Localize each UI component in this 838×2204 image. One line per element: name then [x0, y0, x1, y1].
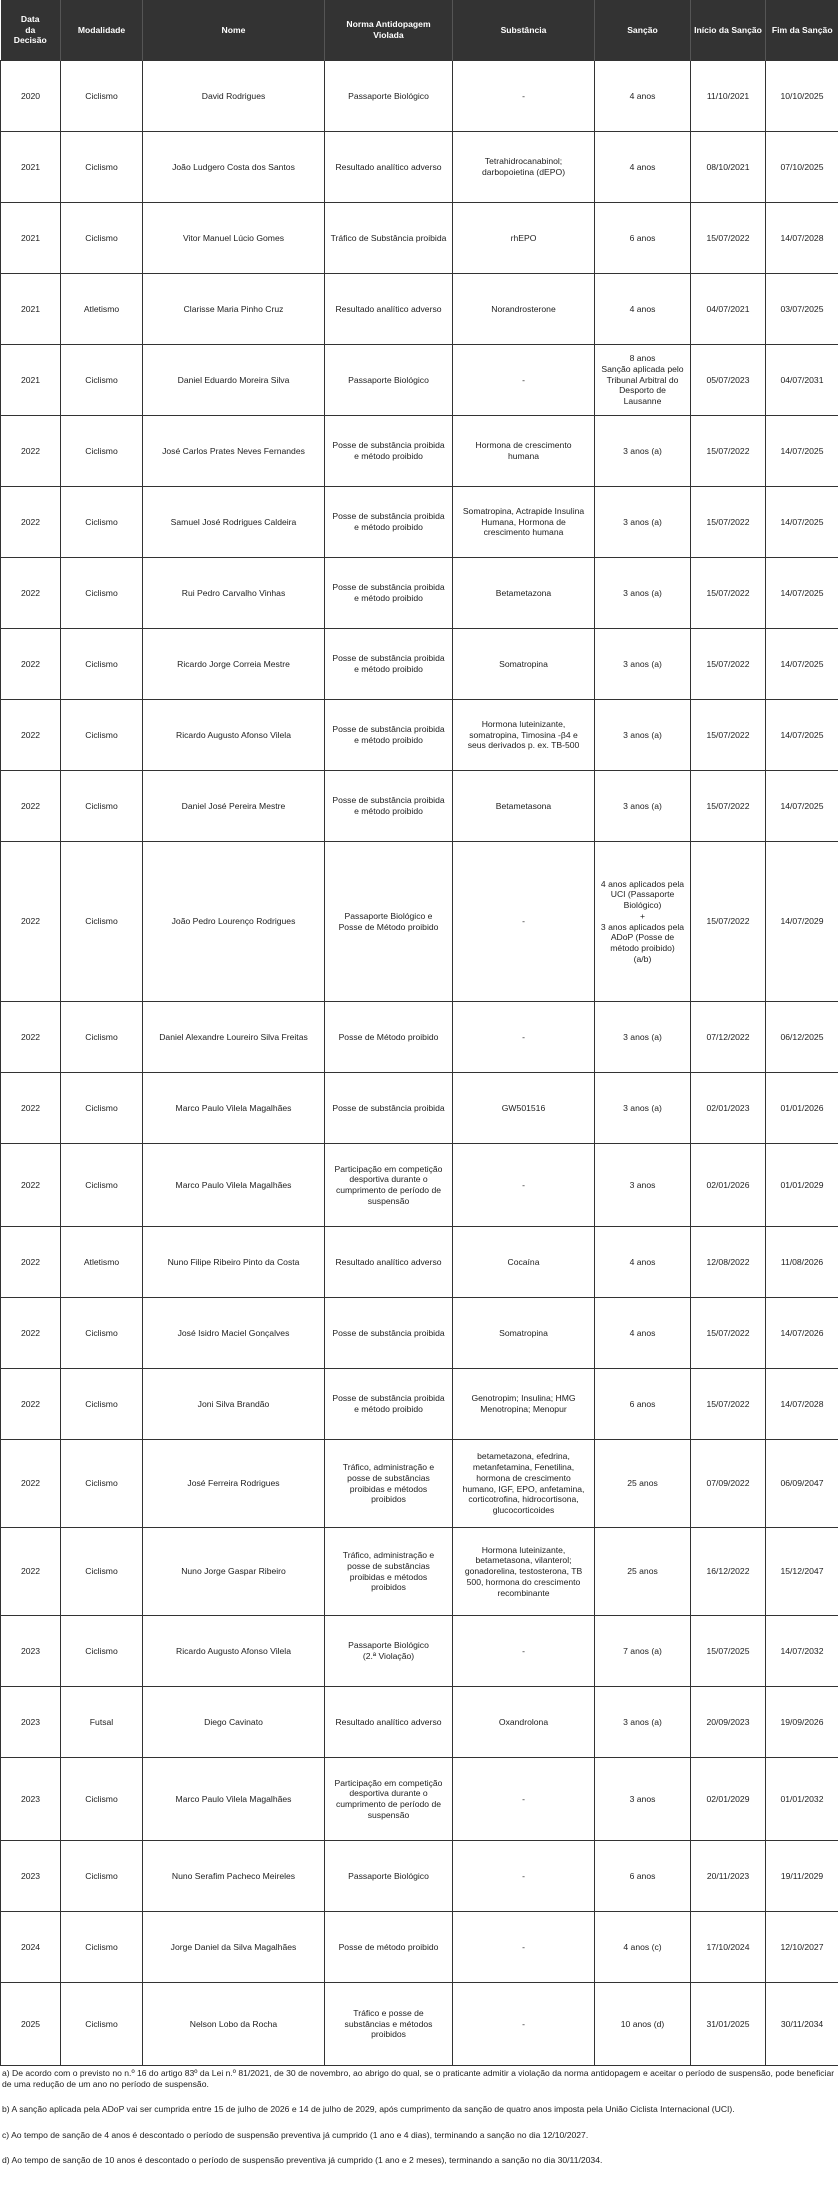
substance-cell: - [453, 1616, 595, 1687]
decision-date-cell: 2022 [1, 1227, 61, 1298]
violation-cell: Resultado analítico adverso [325, 1687, 453, 1758]
violation-cell: Posse de método proibido [325, 1912, 453, 1983]
end-date-cell: 15/12/2047 [766, 1528, 838, 1616]
header-start-date: Início da Sanção [691, 0, 766, 61]
sanction-cell: 4 anos [595, 1298, 691, 1369]
start-date-cell: 15/07/2022 [691, 1298, 766, 1369]
violation-cell: Posse de substância proibida [325, 1298, 453, 1369]
violation-cell: Resultado analítico adverso [325, 1227, 453, 1298]
table-row [1, 1528, 838, 1616]
sanction-cell: 3 anos [595, 1758, 691, 1841]
sport-cell: Ciclismo [61, 1369, 143, 1440]
table-row [1, 558, 838, 629]
substance-cell: Hormona luteinizante, somatropina, Timosina -β4 e seus derivados p. ex. TB-500 [453, 700, 595, 771]
substance-cell: Somatropina, Actrapide Insulina Humana, Hormona de crescimento humana [453, 487, 595, 558]
decision-date-cell: 2023 [1, 1841, 61, 1912]
table-row [1, 1841, 838, 1912]
footnotes [0, 2066, 838, 2168]
sanction-cell: 4 anos [595, 132, 691, 203]
sport-cell: Ciclismo [61, 1983, 143, 2066]
name-cell: Marco Paulo Vilela Magalhães [143, 1073, 325, 1144]
decision-date-cell: 2022 [1, 1369, 61, 1440]
substance-cell: - [453, 61, 595, 132]
sanction-cell: 3 anos (a) [595, 416, 691, 487]
decision-date-cell: 2025 [1, 1983, 61, 2066]
substance-cell: Betametazona [453, 558, 595, 629]
sport-cell: Ciclismo [61, 203, 143, 274]
decision-date-cell: 2022 [1, 1298, 61, 1369]
decision-date-cell: 2023 [1, 1758, 61, 1841]
violation-cell: Tráfico e posse de substâncias e métodos proibidos [325, 1983, 453, 2066]
sport-cell: Atletismo [61, 1227, 143, 1298]
substance-cell: Genotropim; Insulina; HMG Menotropina; Menopur [453, 1369, 595, 1440]
end-date-cell: 14/07/2025 [766, 771, 838, 842]
header-name: Nome [143, 0, 325, 61]
name-cell: Ricardo Jorge Correia Mestre [143, 629, 325, 700]
start-date-cell: 15/07/2022 [691, 771, 766, 842]
sport-cell: Ciclismo [61, 1841, 143, 1912]
end-date-cell: 19/11/2029 [766, 1841, 838, 1912]
header-end-date: Fim da Sanção [766, 0, 838, 61]
violation-cell: Posse de substância proibida e método proibido [325, 558, 453, 629]
substance-cell: Somatropina [453, 1298, 595, 1369]
decision-date-cell: 2022 [1, 416, 61, 487]
table-row [1, 1616, 838, 1687]
substance-cell: Oxandrolona [453, 1687, 595, 1758]
header-decision-date: Data da Decisão [1, 0, 61, 61]
name-cell: José Carlos Prates Neves Fernandes [143, 416, 325, 487]
name-cell: Joni Silva Brandão [143, 1369, 325, 1440]
name-cell: Nuno Serafim Pacheco Meireles [143, 1841, 325, 1912]
sanction-cell: 3 anos (a) [595, 558, 691, 629]
sanction-cell: 4 anos [595, 274, 691, 345]
name-cell: Ricardo Augusto Afonso Vilela [143, 1616, 325, 1687]
substance-cell: Somatropina [453, 629, 595, 700]
start-date-cell: 05/07/2023 [691, 345, 766, 416]
end-date-cell: 14/07/2025 [766, 487, 838, 558]
sport-cell: Ciclismo [61, 1073, 143, 1144]
decision-date-cell: 2023 [1, 1687, 61, 1758]
violation-cell: Posse de substância proibida e método proibido [325, 700, 453, 771]
end-date-cell: 06/12/2025 [766, 1002, 838, 1073]
table-row [1, 771, 838, 842]
start-date-cell: 07/12/2022 [691, 1002, 766, 1073]
start-date-cell: 15/07/2022 [691, 1369, 766, 1440]
name-cell: Samuel José Rodrigues Caldeira [143, 487, 325, 558]
sport-cell: Ciclismo [61, 416, 143, 487]
name-cell: Nuno Jorge Gaspar Ribeiro [143, 1528, 325, 1616]
sanction-cell: 25 anos [595, 1440, 691, 1528]
decision-date-cell: 2021 [1, 274, 61, 345]
name-cell: Ricardo Augusto Afonso Vilela [143, 700, 325, 771]
table-row [1, 1073, 838, 1144]
table-row [1, 274, 838, 345]
violation-cell: Resultado analítico adverso [325, 274, 453, 345]
start-date-cell: 15/07/2022 [691, 629, 766, 700]
start-date-cell: 02/01/2026 [691, 1144, 766, 1227]
sport-cell: Ciclismo [61, 487, 143, 558]
substance-cell: - [453, 1144, 595, 1227]
end-date-cell: 14/07/2025 [766, 629, 838, 700]
sanction-cell: 3 anos (a) [595, 1002, 691, 1073]
decision-date-cell: 2023 [1, 1616, 61, 1687]
sanction-cell: 3 anos (a) [595, 700, 691, 771]
sport-cell: Ciclismo [61, 1002, 143, 1073]
end-date-cell: 10/10/2025 [766, 61, 838, 132]
start-date-cell: 15/07/2022 [691, 558, 766, 629]
end-date-cell: 14/07/2028 [766, 1369, 838, 1440]
table-row [1, 1912, 838, 1983]
end-date-cell: 07/10/2025 [766, 132, 838, 203]
start-date-cell: 15/07/2022 [691, 842, 766, 1002]
decision-date-cell: 2022 [1, 487, 61, 558]
start-date-cell: 31/01/2025 [691, 1983, 766, 2066]
name-cell: Nuno Filipe Ribeiro Pinto da Costa [143, 1227, 325, 1298]
table-row [1, 61, 838, 132]
start-date-cell: 20/11/2023 [691, 1841, 766, 1912]
decision-date-cell: 2022 [1, 771, 61, 842]
start-date-cell: 11/10/2021 [691, 61, 766, 132]
table-row [1, 203, 838, 274]
sanction-cell: 4 anos (c) [595, 1912, 691, 1983]
table-row [1, 1144, 838, 1227]
substance-cell: Hormona de crescimento humana [453, 416, 595, 487]
name-cell: José Ferreira Rodrigues [143, 1440, 325, 1528]
sport-cell: Ciclismo [61, 1298, 143, 1369]
name-cell: João Pedro Lourenço Rodrigues [143, 842, 325, 1002]
decision-date-cell: 2020 [1, 61, 61, 132]
sanction-cell: 8 anos Sanção aplicada pelo Tribunal Arbitral do Desporto de Lausanne [595, 345, 691, 416]
end-date-cell: 06/09/2047 [766, 1440, 838, 1528]
name-cell: Marco Paulo Vilela Magalhães [143, 1758, 325, 1841]
end-date-cell: 01/01/2032 [766, 1758, 838, 1841]
name-cell: José Isidro Maciel Gonçalves [143, 1298, 325, 1369]
substance-cell: - [453, 1912, 595, 1983]
substance-cell: - [453, 1841, 595, 1912]
sport-cell: Ciclismo [61, 1440, 143, 1528]
table-row [1, 1758, 838, 1841]
sanction-cell: 6 anos [595, 1369, 691, 1440]
sanction-cell: 4 anos [595, 61, 691, 132]
name-cell: Diego Cavinato [143, 1687, 325, 1758]
sport-cell: Ciclismo [61, 1616, 143, 1687]
name-cell: David Rodrigues [143, 61, 325, 132]
start-date-cell: 15/07/2025 [691, 1616, 766, 1687]
sport-cell: Ciclismo [61, 1912, 143, 1983]
start-date-cell: 15/07/2022 [691, 487, 766, 558]
end-date-cell: 14/07/2025 [766, 558, 838, 629]
header-violation: Norma Antidopagem Violada [325, 0, 453, 61]
decision-date-cell: 2021 [1, 203, 61, 274]
violation-cell: Passaporte Biológico e Posse de Método proibido [325, 842, 453, 1002]
decision-date-cell: 2022 [1, 842, 61, 1002]
end-date-cell: 12/10/2027 [766, 1912, 838, 1983]
table-row [1, 1687, 838, 1758]
substance-cell: Betametasona [453, 771, 595, 842]
end-date-cell: 11/08/2026 [766, 1227, 838, 1298]
end-date-cell: 04/07/2031 [766, 345, 838, 416]
decision-date-cell: 2022 [1, 629, 61, 700]
sanction-cell: 3 anos (a) [595, 771, 691, 842]
sport-cell: Atletismo [61, 274, 143, 345]
table-row [1, 700, 838, 771]
footnote: a) De acordo com o previsto no n.º 16 do artigo 83º da Lei n.º 81/2021, de 30 de novembro, ao abrigo do qual, se o praticante admitir a violação da norma antidopagem e aceitar o período de suspensão, pode beneficiar de uma redução de um ano no período de suspensão. [2, 2068, 835, 2090]
table-body [1, 61, 838, 2066]
substance-cell: Norandrosterone [453, 274, 595, 345]
violation-cell: Resultado analítico adverso [325, 132, 453, 203]
header-row [1, 0, 838, 61]
name-cell: Nelson Lobo da Rocha [143, 1983, 325, 2066]
violation-cell: Posse de substância proibida [325, 1073, 453, 1144]
sport-cell: Ciclismo [61, 132, 143, 203]
footnote: b) A sanção aplicada pela ADoP vai ser cumprida entre 15 de julho de 2026 e 14 de julho de 2029, após cumprimento da sanção de quatro anos imposta pela União Ciclista Internacional (UCI). [2, 2104, 735, 2115]
violation-cell: Posse de substância proibida e método proibido [325, 487, 453, 558]
decision-date-cell: 2024 [1, 1912, 61, 1983]
decision-date-cell: 2022 [1, 1002, 61, 1073]
start-date-cell: 12/08/2022 [691, 1227, 766, 1298]
name-cell: Daniel José Pereira Mestre [143, 771, 325, 842]
sanction-cell: 10 anos (d) [595, 1983, 691, 2066]
table-row [1, 1002, 838, 1073]
sport-cell: Ciclismo [61, 1758, 143, 1841]
substance-cell: Tetrahidrocanabinol; darbopoietina (dEPO) [453, 132, 595, 203]
header-sport: Modalidade [61, 0, 143, 61]
name-cell: Clarisse Maria Pinho Cruz [143, 274, 325, 345]
sport-cell: Ciclismo [61, 345, 143, 416]
violation-cell: Participação em competição desportiva durante o cumprimento de período de suspensão [325, 1144, 453, 1227]
violation-cell: Passaporte Biológico [325, 1841, 453, 1912]
violation-cell: Posse de substância proibida e método proibido [325, 416, 453, 487]
sport-cell: Ciclismo [61, 61, 143, 132]
violation-cell: Tráfico de Substância proibida [325, 203, 453, 274]
start-date-cell: 20/09/2023 [691, 1687, 766, 1758]
name-cell: Daniel Eduardo Moreira Silva [143, 345, 325, 416]
header-substance: Substância [453, 0, 595, 61]
sanction-cell: 3 anos (a) [595, 487, 691, 558]
substance-cell: - [453, 345, 595, 416]
start-date-cell: 15/07/2022 [691, 700, 766, 771]
end-date-cell: 30/11/2034 [766, 1983, 838, 2066]
footnote: c) Ao tempo de sanção de 4 anos é descontado o período de suspensão preventiva já cumprido (1 ano e 4 dias), terminando a sanção no dia 12/10/2027. [2, 2129, 589, 2140]
sanction-cell: 25 anos [595, 1528, 691, 1616]
decision-date-cell: 2022 [1, 1073, 61, 1144]
name-cell: Jorge Daniel da Silva Magalhães [143, 1912, 325, 1983]
sanction-cell: 7 anos (a) [595, 1616, 691, 1687]
sport-cell: Ciclismo [61, 1144, 143, 1227]
end-date-cell: 01/01/2029 [766, 1144, 838, 1227]
footnote: d) Ao tempo de sanção de 10 anos é descontado o período de suspensão preventiva já cumprido (1 ano e 2 meses), terminando a sanção no dia 30/11/2034. [2, 2154, 603, 2165]
substance-cell: - [453, 842, 595, 1002]
start-date-cell: 08/10/2021 [691, 132, 766, 203]
decision-date-cell: 2021 [1, 132, 61, 203]
end-date-cell: 14/07/2026 [766, 1298, 838, 1369]
end-date-cell: 14/07/2029 [766, 842, 838, 1002]
substance-cell: Hormona luteinizante, betametasona, vilanterol; gonadorelina, testosterona, TB 500, hormona do crescimento recombinante [453, 1528, 595, 1616]
sanction-cell: 4 anos [595, 1227, 691, 1298]
end-date-cell: 14/07/2028 [766, 203, 838, 274]
sanction-cell: 6 anos [595, 1841, 691, 1912]
substance-cell: rhEPO [453, 203, 595, 274]
name-cell: Marco Paulo Vilela Magalhães [143, 1144, 325, 1227]
substance-cell: Cocaína [453, 1227, 595, 1298]
sanction-cell: 3 anos (a) [595, 1687, 691, 1758]
sanction-cell: 4 anos aplicados pela UCI (Passaporte Biológico) + 3 anos aplicados pela ADoP (Posse de método proibido) (a/b) [595, 842, 691, 1002]
sport-cell: Ciclismo [61, 629, 143, 700]
violation-cell: Tráfico, administração e posse de substâncias proibidas e métodos proibidos [325, 1440, 453, 1528]
violation-cell: Passaporte Biológico (2.ª Violação) [325, 1616, 453, 1687]
table-row [1, 629, 838, 700]
name-cell: Rui Pedro Carvalho Vinhas [143, 558, 325, 629]
violation-cell: Posse de Método proibido [325, 1002, 453, 1073]
table-row [1, 132, 838, 203]
start-date-cell: 17/10/2024 [691, 1912, 766, 1983]
table-row [1, 1298, 838, 1369]
violation-cell: Passaporte Biológico [325, 61, 453, 132]
decision-date-cell: 2022 [1, 1528, 61, 1616]
decision-date-cell: 2021 [1, 345, 61, 416]
violation-cell: Tráfico, administração e posse de substâncias proibidas e métodos proibidos [325, 1528, 453, 1616]
end-date-cell: 14/07/2025 [766, 700, 838, 771]
sport-cell: Ciclismo [61, 558, 143, 629]
decision-date-cell: 2022 [1, 1440, 61, 1528]
substance-cell: - [453, 1983, 595, 2066]
sanction-cell: 6 anos [595, 203, 691, 274]
sanction-cell: 3 anos (a) [595, 629, 691, 700]
sport-cell: Ciclismo [61, 700, 143, 771]
table-row [1, 1227, 838, 1298]
start-date-cell: 02/01/2023 [691, 1073, 766, 1144]
substance-cell: - [453, 1002, 595, 1073]
table-row [1, 1369, 838, 1440]
table-header [1, 0, 838, 61]
name-cell: Vitor Manuel Lúcio Gomes [143, 203, 325, 274]
sport-cell: Ciclismo [61, 842, 143, 1002]
table-row [1, 842, 838, 1002]
name-cell: Daniel Alexandre Loureiro Silva Freitas [143, 1002, 325, 1073]
end-date-cell: 14/07/2032 [766, 1616, 838, 1687]
violation-cell: Posse de substância proibida e método proibido [325, 629, 453, 700]
decision-date-cell: 2022 [1, 1144, 61, 1227]
header-sanction: Sanção [595, 0, 691, 61]
violation-cell: Posse de substância proibida e método proibido [325, 1369, 453, 1440]
sport-cell: Futsal [61, 1687, 143, 1758]
end-date-cell: 14/07/2025 [766, 416, 838, 487]
start-date-cell: 07/09/2022 [691, 1440, 766, 1528]
end-date-cell: 19/09/2026 [766, 1687, 838, 1758]
table-row [1, 487, 838, 558]
violation-cell: Passaporte Biológico [325, 345, 453, 416]
sanction-cell: 3 anos [595, 1144, 691, 1227]
table-row [1, 416, 838, 487]
table-row [1, 1983, 838, 2066]
start-date-cell: 15/07/2022 [691, 203, 766, 274]
violation-cell: Posse de substância proibida e método proibido [325, 771, 453, 842]
start-date-cell: 04/07/2021 [691, 274, 766, 345]
start-date-cell: 16/12/2022 [691, 1528, 766, 1616]
table-row [1, 1440, 838, 1528]
decision-date-cell: 2022 [1, 558, 61, 629]
substance-cell: betametazona, efedrina, metanfetamina, Fenetilina, hormona de crescimento humano, IGF, EPO, anfetamina, corticotrofina, hidrocortisona, glucocorticoides [453, 1440, 595, 1528]
start-date-cell: 02/01/2029 [691, 1758, 766, 1841]
name-cell: João Ludgero Costa dos Santos [143, 132, 325, 203]
substance-cell: GW501516 [453, 1073, 595, 1144]
sport-cell: Ciclismo [61, 771, 143, 842]
end-date-cell: 01/01/2026 [766, 1073, 838, 1144]
violation-cell: Participação em competição desportiva durante o cumprimento de período de suspensão [325, 1758, 453, 1841]
substance-cell: - [453, 1758, 595, 1841]
sanction-cell: 3 anos (a) [595, 1073, 691, 1144]
sport-cell: Ciclismo [61, 1528, 143, 1616]
start-date-cell: 15/07/2022 [691, 416, 766, 487]
table-row [1, 345, 838, 416]
decision-date-cell: 2022 [1, 700, 61, 771]
end-date-cell: 03/07/2025 [766, 274, 838, 345]
